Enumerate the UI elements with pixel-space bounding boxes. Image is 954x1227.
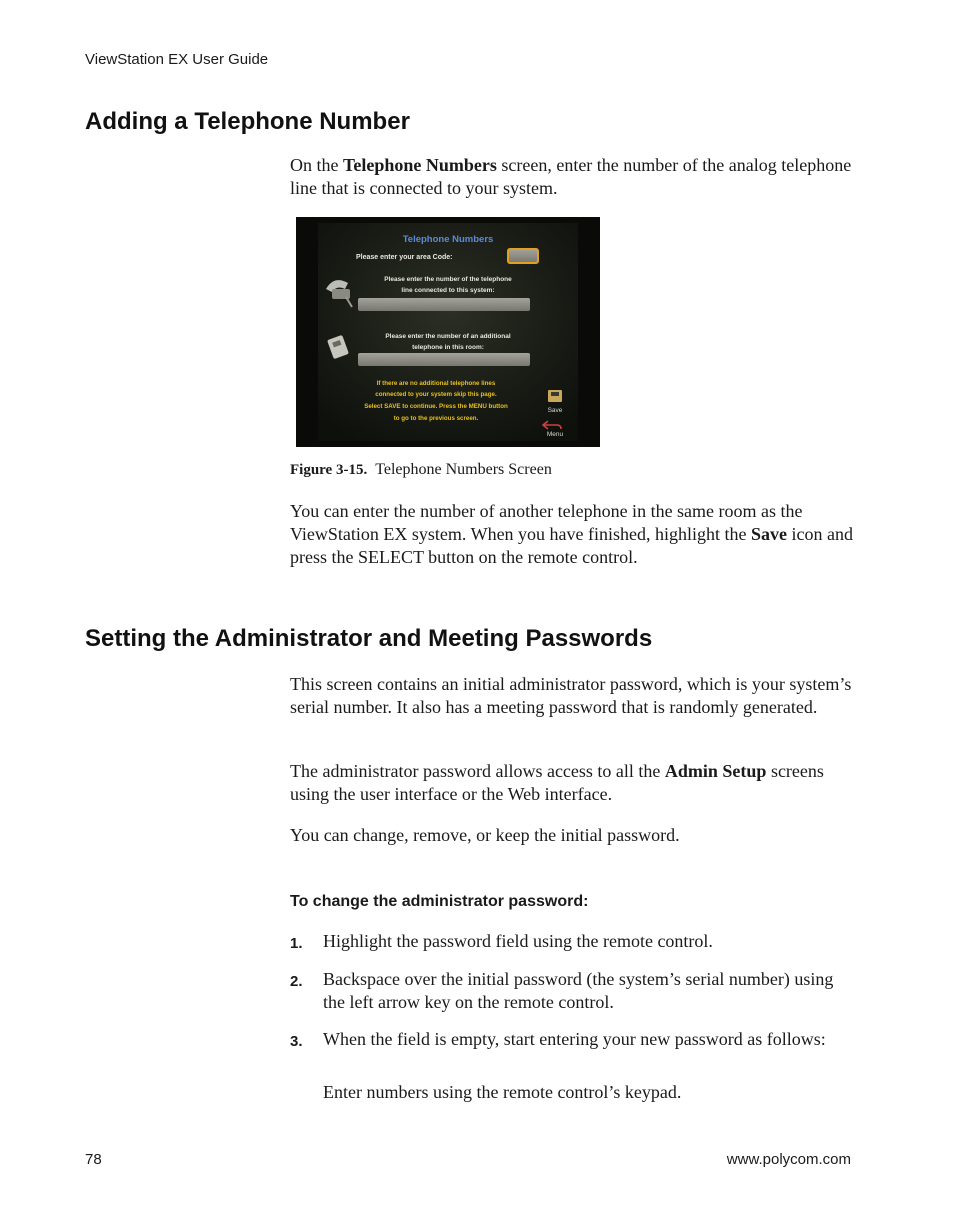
save-button[interactable]: [548, 390, 563, 414]
passwords-paragraph-3: You can change, remove, or keep the initial password.: [290, 825, 680, 845]
additional-telephone-field[interactable]: [358, 353, 530, 366]
passwords-paragraph-2: The administrator password allows access to all the Admin Setup screens using the user interface or the Web interface.: [290, 761, 824, 804]
svg-text:Please enter the number of an: Please enter the number of an additional: [385, 333, 511, 340]
footer-url[interactable]: www.polycom.com: [726, 1151, 851, 1168]
svg-text:Please enter the number of the: Please enter the number of the telephone: [384, 276, 512, 283]
save-instructions-paragraph: You can enter the number of another telephone in the same room as the ViewStation EX system. When you have finished, highlight the Save icon and press the SELECT button on the remote control.: [290, 501, 854, 567]
procedure-substep: Enter numbers using the remote control’s keypad.: [323, 1082, 682, 1102]
section-heading-adding-telephone: Adding a Telephone Number: [85, 108, 410, 135]
svg-text:Select SAVE to continue. Pres: Select SAVE to continue. Press the MENU button: [364, 403, 508, 410]
section-heading-passwords: Setting the Administrator and Meeting Passwords: [85, 625, 653, 652]
svg-text:Menu: Menu: [546, 431, 564, 438]
area-code-prompt: Please enter your area Code:: [356, 254, 453, 261]
area-code-field[interactable]: [508, 249, 538, 263]
svg-text:Save: Save: [547, 407, 563, 414]
passwords-paragraph-1: This screen contains an initial administrator password, which is your system’s serial number. It also has a meeting password that is randomly generated.: [290, 674, 852, 717]
svg-text:to go to the previous screen.: to go to the previous screen.: [393, 415, 479, 422]
svg-text:connected to your system skip: connected to your system skip this page.: [375, 391, 497, 398]
telephone-line-field[interactable]: [358, 298, 530, 311]
svg-text:If there are no additional tel: If there are no additional telephone lines: [376, 380, 496, 387]
svg-text:telephone in this room:: telephone in this room:: [412, 344, 484, 351]
procedure-heading: To change the administrator password:: [290, 893, 589, 910]
figure-caption: Figure 3-15. Telephone Numbers Screen: [290, 461, 552, 478]
telephone-numbers-screenshot: [296, 217, 600, 447]
screen-title: Telephone Numbers: [402, 234, 494, 245]
svg-text:line connected to this system:: line connected to this system:: [401, 287, 495, 294]
page-number: 78: [85, 1151, 102, 1168]
intro-paragraph: On the Telephone Numbers screen, enter the number of the analog telephone line that is connected to your system.: [290, 155, 852, 198]
running-head: ViewStation EX User Guide: [85, 51, 269, 68]
